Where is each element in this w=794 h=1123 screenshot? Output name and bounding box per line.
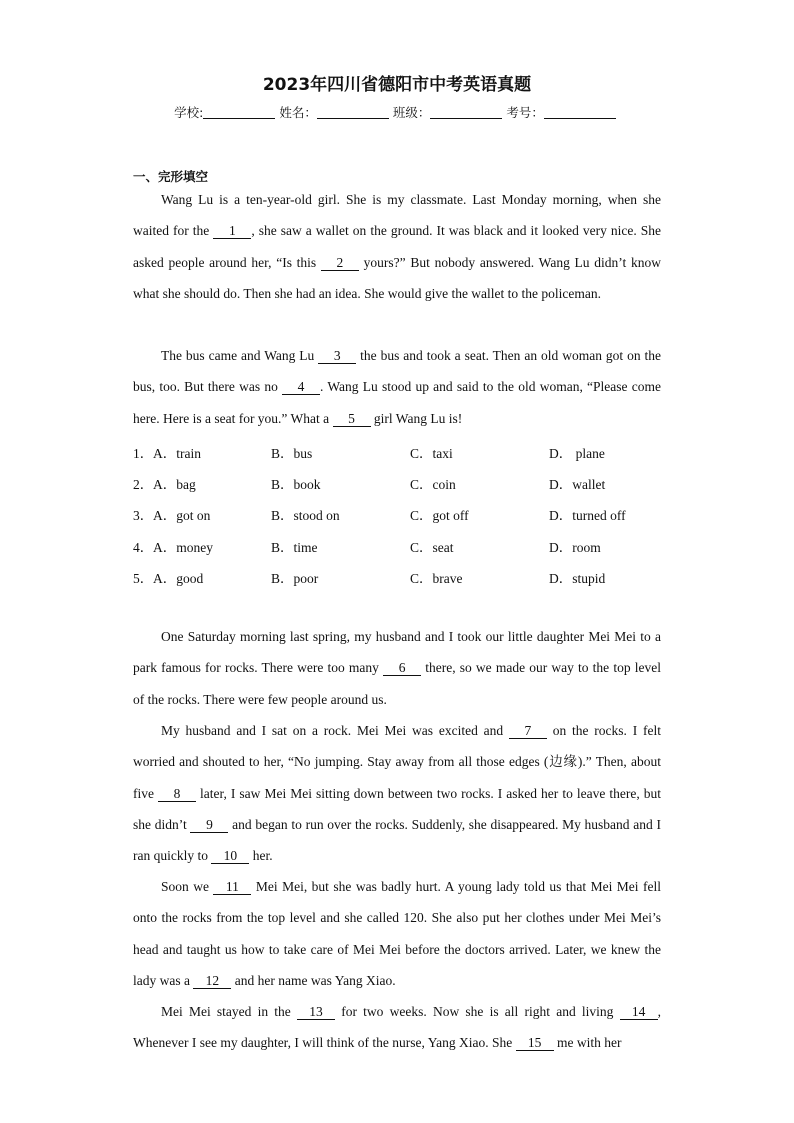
blank-12: 12 xyxy=(193,974,231,989)
blank-6: 6 xyxy=(383,661,421,676)
section-heading: 一、完形填空 xyxy=(133,169,209,184)
option-row xyxy=(133,567,693,587)
text: later, I saw Mei Mei sitting down between two rocks. I asked her to leave there, but she didn’t xyxy=(133,785,661,832)
question-number: 1． xyxy=(133,446,154,461)
option-row xyxy=(133,473,693,493)
blank-4: 4 xyxy=(282,380,320,395)
text: there, so we made our way to the top level of the rocks. There were few people around us. xyxy=(133,660,661,707)
text: and her name was Yang Xiao. xyxy=(231,972,396,988)
passage2-paragraph2 xyxy=(133,715,661,871)
passage1-paragraph2 xyxy=(133,340,661,434)
text: yours?” But nobody answered. Wang Lu didn’t know what she should do. Then she had an idea. She would give the wallet to the policeman. xyxy=(133,254,662,301)
option-a[interactable]: A．got on xyxy=(153,508,211,523)
text: Soon we xyxy=(161,879,214,894)
text: Wang Lu is a ten-year-old girl. She is my classmate. Last Monday morning, when she waited for the xyxy=(133,192,661,239)
blank-10: 10 xyxy=(211,849,249,864)
text: , she saw a wallet on the ground. It was black and it looked very nice. She asked people around her, “Is this xyxy=(133,223,662,270)
exam-number-label: 考号： xyxy=(506,105,544,120)
option-row xyxy=(133,536,693,556)
name-field[interactable] xyxy=(317,104,389,119)
school-label: 学校: xyxy=(174,105,204,120)
text: My husband and I sat on a rock. Mei Mei was excited and xyxy=(161,723,509,738)
blank-5: 5 xyxy=(333,412,371,427)
question-number: 4． xyxy=(133,540,154,555)
text: One Saturday morning last spring, my husband and I took our little daughter Mei Mei to a park famous for rocks. There were too many xyxy=(133,629,661,676)
text: her. xyxy=(249,848,273,864)
question-number: 2． xyxy=(133,477,154,492)
blank-1: 1 xyxy=(213,224,251,239)
text: Mei Mei, but she was badly hurt. A young lady told us that Mei Mei fell onto the rocks from the top level and she called 120. She also put her clothes under Mei Mei’s head and taught us how to take care of Mei Mei before the doctors arrived. Later, we knew the lady was a xyxy=(133,879,661,988)
option-b[interactable]: B．time xyxy=(271,540,318,555)
blank-8: 8 xyxy=(158,787,196,802)
class-label: 班级： xyxy=(392,105,431,120)
blank-15: 15 xyxy=(516,1036,554,1051)
text: Mei Mei stayed in the xyxy=(161,1004,298,1019)
option-a[interactable]: A．money xyxy=(153,540,213,555)
text: The bus came and Wang Lu xyxy=(161,348,319,363)
name-label: 姓名： xyxy=(279,105,317,120)
blank-9: 9 xyxy=(190,818,228,833)
text: . Wang Lu stood up and said to the old woman, “Please come here. Here is a seat for you.” What a xyxy=(133,379,661,426)
text: for two weeks. Now she is all right and living xyxy=(335,1004,620,1019)
option-d[interactable]: D．wallet xyxy=(549,477,606,492)
passage2-paragraph3 xyxy=(133,871,661,996)
question-number: 5． xyxy=(133,571,154,586)
text: girl Wang Lu is! xyxy=(370,410,463,426)
option-a[interactable]: A．bag xyxy=(153,477,196,492)
option-c[interactable]: C．got off xyxy=(410,508,469,523)
option-c[interactable]: C．seat xyxy=(410,540,454,555)
option-row xyxy=(133,504,693,524)
text: , Whenever I see my daughter, I will think of the nurse, Yang Xiao. She xyxy=(133,1004,661,1051)
option-d[interactable]: D．stupid xyxy=(549,571,606,586)
passage2-paragraph1 xyxy=(133,621,661,715)
passage1-paragraph1 xyxy=(133,184,661,309)
option-b[interactable]: B．stood on xyxy=(271,508,340,523)
option-a[interactable]: A．train xyxy=(153,446,201,461)
option-c[interactable]: C．brave xyxy=(410,571,463,586)
text: me with her xyxy=(553,1035,622,1051)
option-c[interactable]: C．coin xyxy=(410,477,456,492)
passage2-paragraph4 xyxy=(133,996,661,1059)
option-b[interactable]: B．bus xyxy=(271,446,313,461)
page-title: 2023年四川省德阳市中考英语真题 xyxy=(262,75,532,95)
option-a[interactable]: A．good xyxy=(153,571,204,586)
blank-11: 11 xyxy=(213,880,251,895)
option-row xyxy=(133,442,693,462)
question-number: 3． xyxy=(133,508,154,523)
text: and began to run over the rocks. Suddenly, she disappeared. My husband and I ran quickly to xyxy=(133,816,661,864)
blank-7: 7 xyxy=(509,724,547,739)
school-field[interactable] xyxy=(203,104,275,119)
option-d[interactable]: D．turned off xyxy=(549,508,626,523)
option-d[interactable]: D．room xyxy=(549,540,601,555)
blank-3: 3 xyxy=(318,349,356,364)
text: on the rocks. I felt worried and shouted to her, “No jumping. Stay away from all those edges (边缘).” Then, about five xyxy=(133,723,662,801)
option-b[interactable]: B．book xyxy=(271,477,321,492)
blank-13: 13 xyxy=(297,1005,335,1020)
student-info-line xyxy=(0,103,794,121)
option-c[interactable]: C．taxi xyxy=(410,446,453,461)
option-d[interactable]: D． plane xyxy=(549,446,605,461)
blank-14: 14 xyxy=(620,1005,658,1020)
text: the bus and took a seat. Then an old woman got on the bus, too. But there was no xyxy=(133,348,661,395)
exam-number-field[interactable] xyxy=(544,104,616,119)
blank-2: 2 xyxy=(321,256,359,271)
option-b[interactable]: B．poor xyxy=(271,571,319,586)
class-field[interactable] xyxy=(430,104,502,119)
